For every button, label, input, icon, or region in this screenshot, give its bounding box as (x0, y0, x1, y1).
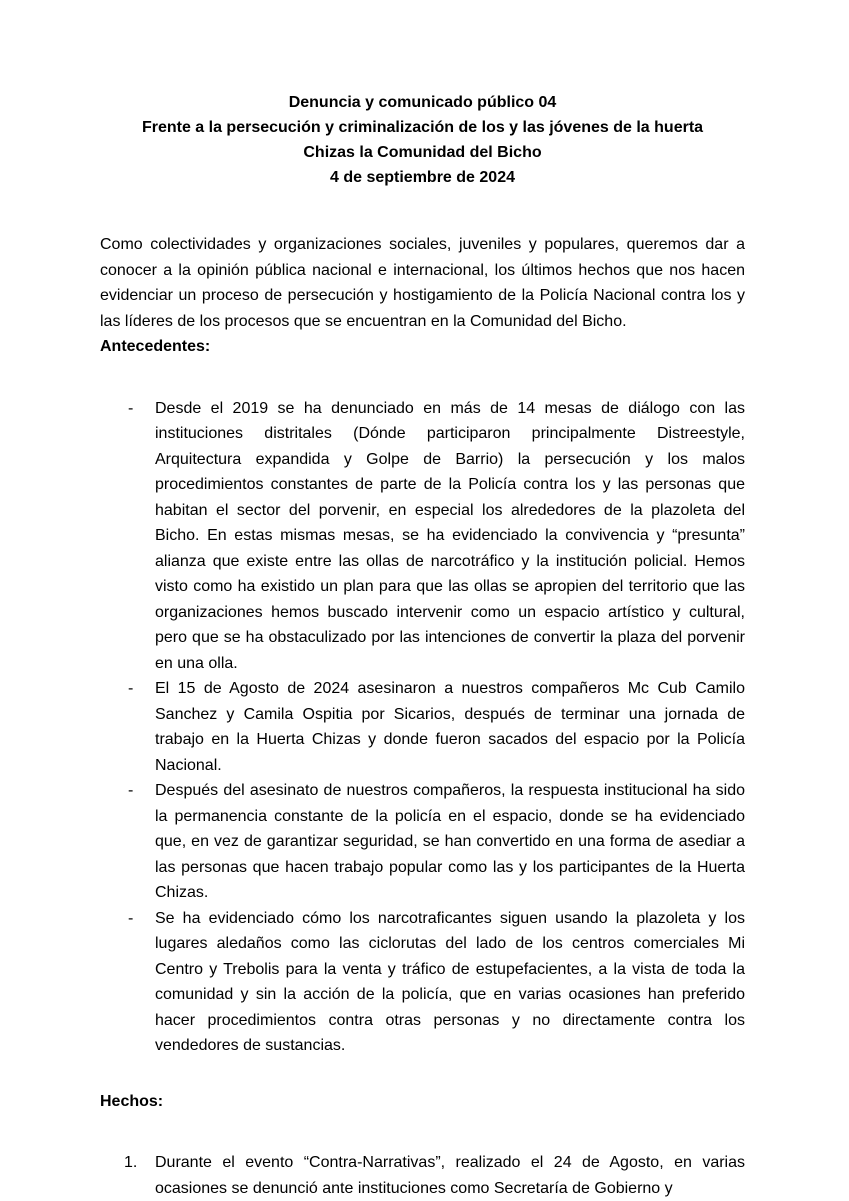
list-item-text: El 15 de Agosto de 2024 asesinaron a nuestros compañeros Mc Cub Camilo Sanchez y Camila Ospitia por Sicarios, después de terminar una jornada de trabajo en la Huerta Chizas y donde fueron sacados del espacio por la Policía Nacional. (155, 680, 745, 774)
list-item-text: Durante el evento “Contra-Narrativas”, realizado el 24 de Agosto, en varias ocasiones se denunció ante instituciones como Secretaría de Gobierno y (155, 1154, 745, 1197)
list-number: 1. (124, 1154, 138, 1171)
list-item-text: Se ha evidenciado cómo los narcotraficantes siguen usando la plazoleta y los lugares aledaños como las ciclorutas del lado de los centros comerciales Mi Centro y Trebolis para la venta y tráfico de estupefacientes, a la vista de toda la comunidad y sin la acción de la policía, que en varias ocasiones han preferido hacer procedimientos contra otras personas y no directamente contra los vendedores de sustancias. (155, 909, 745, 1054)
document-title-block (100, 90, 745, 190)
title-line-2: Frente a la persecución y criminalización de los y las jóvenes de la huerta (141, 119, 704, 136)
title-line-3: Chizas la Comunidad del Bicho (303, 144, 542, 161)
list-item-text: Desde el 2019 se ha denunciado en más de 14 mesas de diálogo con las instituciones distritales (Dónde participaron principalmente Distreestyle, Arquitectura expandida y Golpe de Barrio) la persecución y los malos procedimientos constantes de parte de la Policía contra los y las personas que habitan el sector del porvenir, en especial los alrededores de la plazoleta del Bicho. En estas mismas mesas, se ha evidenciado la convivencia y “presunta” alianza que existe entre las ollas de narcotráfico y la institución policial. Hemos visto como ha existido un plan para que las ollas se apropien del territorio que las organizaciones hemos buscado intervenir como un espacio artístico y cultural, pero que se ha obstaculizado por las intenciones de convertir la plaza del porvenir en una olla. (155, 399, 745, 672)
list-item (100, 676, 745, 778)
list-item (100, 396, 745, 677)
list-item (100, 1150, 745, 1201)
title-line-1: Denuncia y comunicado público 04 (288, 94, 557, 111)
section-heading-hechos: Hechos: (100, 1092, 164, 1110)
dash-bullet: - (128, 782, 134, 799)
document-date: 4 de septiembre de 2024 (330, 169, 515, 186)
dash-bullet: - (128, 909, 134, 927)
dash-bullet: - (128, 399, 134, 417)
intro-paragraph: Como colectividades y organizaciones sociales, juveniles y populares, queremos dar a conocer a la opinión pública nacional e internacional, los últimos hechos que nos hacen evidenciar un proceso de persecución y hostigamiento de la Policía Nacional contra los y las líderes de los procesos que se encuentran en la Comunidad del Bicho. (100, 236, 745, 330)
list-item (100, 906, 745, 1059)
antecedentes-list (100, 396, 745, 1059)
list-item (100, 778, 745, 906)
hechos-list (100, 1150, 745, 1201)
list-item-text: Después del asesinato de nuestros compañeros, la respuesta institucional ha sido la permanencia constante de la policía en el espacio, donde se ha evidenciado que, en vez de garantizar seguridad, se han convertido en una forma de asediar a las personas que hacen trabajo popular como las y los participantes de la Huerta Chizas. (155, 782, 745, 901)
section-heading-antecedentes: Antecedentes: (100, 338, 211, 355)
dash-bullet: - (128, 680, 134, 697)
